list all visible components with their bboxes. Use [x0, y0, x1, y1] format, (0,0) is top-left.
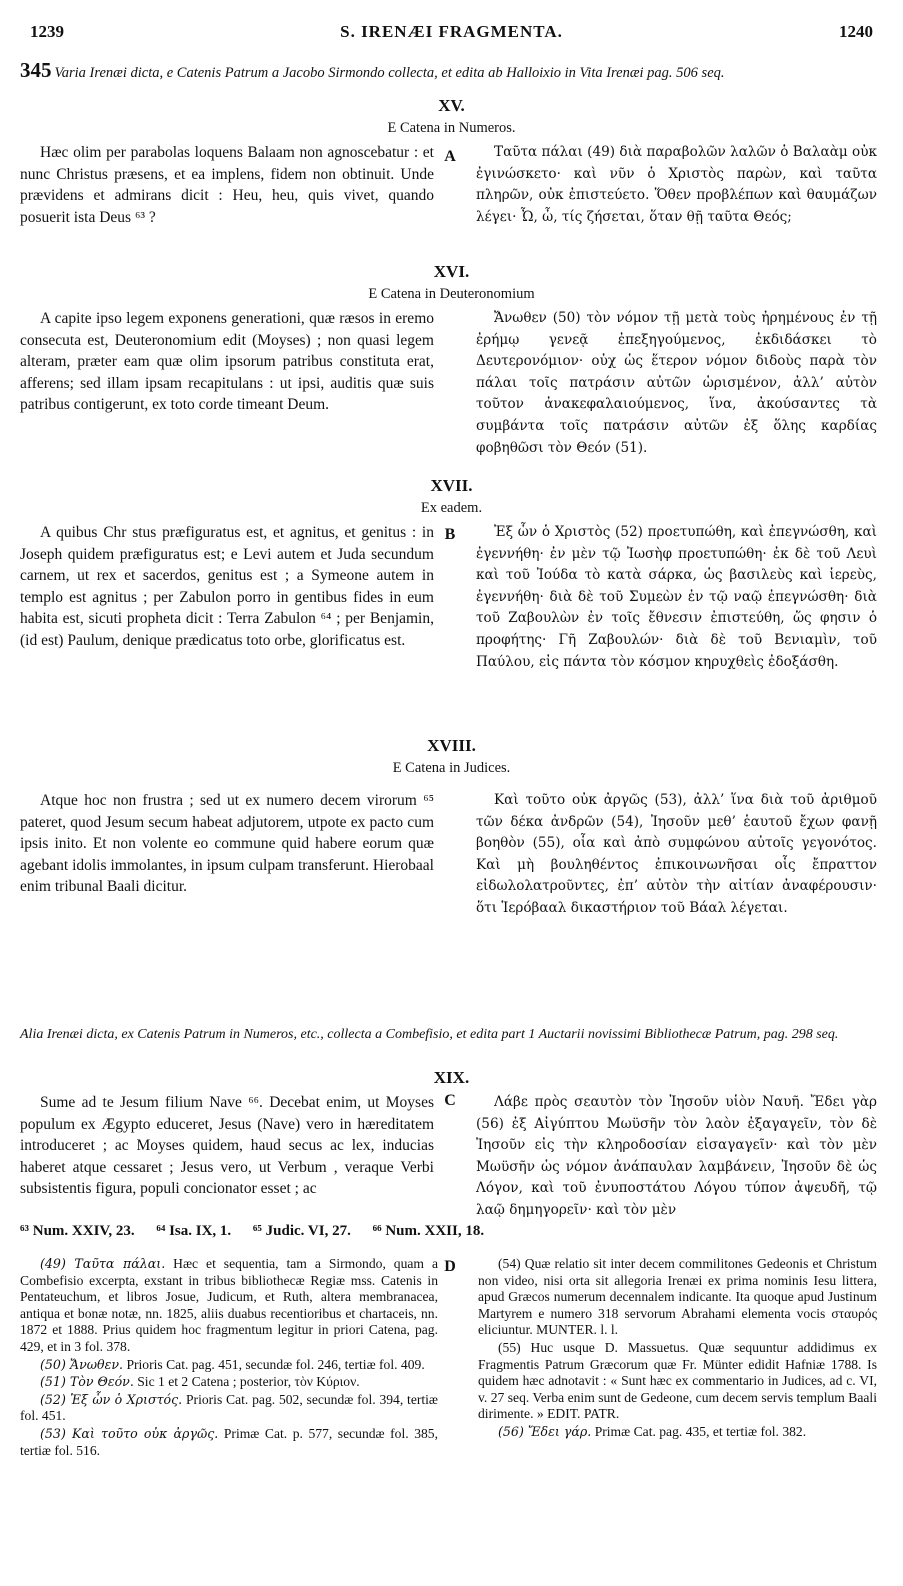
margin-marker-b: B — [444, 526, 456, 543]
note-52 — [20, 1392, 438, 1425]
latin-paragraph: A quibus Chr stus præfiguratus est, et agnitus, et genitus : in Joseph quidem præfiguratus est; e Levi autem et Juda secundum carnem, ut rex et sacerdos, genitus est ; a Symeone autem in templo est agnitus ; per Zabulon porro in gentibus fides in eum habita est, sicuti propheta dicit : Terra Zabulon ⁶⁴ ; per Benjamin, (id est) Paulum, denique prædicatus toto orbe, glorificatus est. — [20, 524, 434, 649]
note-text: Primæ Cat. pag. 435, et tertiæ fol. 382. — [594, 1423, 807, 1439]
note-lemma: (52) Ἐξ ὧν ὁ Χριστός. — [40, 1391, 183, 1407]
section-numeral-xvi: XVI. — [433, 262, 470, 281]
greek-paragraph: Ἄνωθεν (50) τὸν νόμον τῇ μετὰ τοὺς ἠρημένους ἐν τῇ ἐρήμῳ γενεᾷ ἐπεξηγούμενος, ἐκδιδάσκει τὸ Δευτερονόμιον· οὐχ ὡς ἕτερον νόμον διδοὺς παρὰ τὸν πάλαι τοῖς πατράσιν αὐτῶν ὡρισμένον, ἀλλ’ αὐτὸν τοῦτον ἀνακεφαλαιούμενος, ἵνα, ἀκούσαντες τὰ συμβάντα τοῖς πατράσιν αὐτῶν ἐξ ὅλης καρδίας φοβηθῶσι τὸν Θεόν (51). — [476, 310, 877, 456]
section-subtitle-xvii: Ex eadem. — [420, 500, 483, 516]
note-lemma: (49) Ταῦτα πάλαι. — [40, 1256, 166, 1271]
reference-63: ⁶³ Num. XXIV, 23. — [20, 1223, 135, 1239]
margin-number: 345 — [20, 58, 52, 82]
note-text: Hæc et sequentia, tam a Sirmondo, quam a Combefisio excerpta, exstant in tribus bibliothecæ Regiæ mss. Catenis in Pentateuchum, et libros Josue, Judicum, et Ruth, altera membranacea, antiqua et bonæ notæ, nn. 1825, aliis duabus recentioribus et chartaceis, nn. 1872 et 1888. Prius quidem hoc fragmentum legitur in priori Catena, pag. 429, et in 3 fol. 378. — [20, 1256, 438, 1354]
section-subtitle-xvi: E Catena in Deuteronomium — [368, 286, 535, 302]
section-numeral-xviii: XVIII. — [427, 736, 476, 755]
section-numeral-xvii: XVII. — [430, 476, 473, 495]
greek-text-xix — [476, 1092, 877, 1222]
intro-line — [20, 58, 879, 83]
note-54 — [478, 1256, 877, 1339]
section-subtitle-xviii: E Catena in Judices. — [392, 760, 511, 776]
left-page-number: 1239 — [30, 22, 64, 41]
note-lemma: (50) Ἄνωθεν. — [40, 1356, 124, 1372]
note-50 — [20, 1357, 438, 1374]
notes-right — [478, 1256, 877, 1442]
note-text: Prioris Cat. pag. 502, secundæ fol. 394, tertiæ fol. 451. — [20, 1391, 438, 1424]
greek-text-xvii — [476, 522, 877, 673]
note-56 — [478, 1424, 877, 1441]
greek-text-xvi — [476, 308, 877, 459]
note-53 — [20, 1426, 438, 1459]
latin-paragraph: Sume ad te Jesum filium Nave ⁶⁶. Decebat enim, ut Moyses populum ex Ægypto educeret, Jesus (Nave) vero in hæreditatem introduceret ; ac Moyses quidem, haud secus ac lex, inducias haberet atque cessaret ; Jesus vero, ut Verbum , veraque Verbi subsistentis figura, populi concionator esset ; ac — [20, 1094, 434, 1198]
latin-paragraph: Hæc olim per parabolas loquens Balaam non agnoscebatur : et nunc Christus præsens, et ea implens, fidem non obtinuit. Unde prævidens et admirans dicit : Heu, heu, quis vivet, quando posuerit ista Deus ⁶³ ? — [20, 144, 434, 226]
note-lemma: (51) Τὸν Θεόν. — [40, 1374, 134, 1390]
latin-text-xvi — [20, 308, 434, 416]
greek-text-xviii — [476, 790, 877, 920]
note-text: (55) Huc usque D. Massuetus. Quæ sequuntur addidimus ex Fragmentis Patrum Græcorum quæ Fr. Münter edidit Hafniæ 1788. Is quidem hæc adnotavit : « Sunt hæc ex commentario in Judices, ad c. VI, v. 27 seq. Verba enim sunt de Gedeone, cum decem servis templum Baali dirimente. » EDIT. PATR. — [478, 1339, 877, 1422]
right-page-number: 1240 — [839, 22, 873, 41]
latin-text-xviii — [20, 790, 434, 898]
running-title: S. IRENÆI FRAGMENTA. — [340, 22, 563, 41]
latin-paragraph: A capite ipso legem exponens generationi, quæ ræsos in eremo consecuta est, Deuteronomium edit (Moyses) ; non quasi legem alteram, præter eam quæ olim ipsorum patribus constituta erat, afferens; sed illam ipsam recapitulans : ut ipsi, auditis quæ suis patribus contigerunt, ex toto corde timeant Deum. — [20, 310, 434, 414]
latin-text-xvii — [20, 522, 434, 652]
greek-paragraph: Ταῦτα πάλαι (49) διὰ παραβολῶν λαλῶν ὁ Βαλαὰμ οὐκ ἐγινώσκετο· καὶ νῦν ὁ Χριστὸς παρὼν, καὶ ταῦτα πληρῶν, οὐκ ἐπιστεύετο. Ὅθεν προβλέπων καὶ θαυμάζων λέγει· Ὦ, ὦ, τίς ζήσεται, ὅταν θῇ ταῦτα Θεός; — [476, 144, 877, 225]
note-49 — [20, 1256, 438, 1356]
note-55 — [478, 1340, 877, 1423]
intro-text: Varia Irenæi dicta, e Catenis Patrum a Jacobo Sirmondo collecta, et edita ab Halloixio in Vita Irenæi pag. 506 seq. — [54, 65, 725, 81]
latin-text-xix — [20, 1092, 434, 1200]
note-51 — [20, 1374, 438, 1391]
combefis-note: Alia Irenæi dicta, ex Catenis Patrum in Numeros, etc., collecta a Combefisio, et edita part 1 Auctarii novissimi Bibliothecæ Patrum, pag. 298 seq. — [20, 1027, 839, 1042]
reference-64: ⁶⁴ Isa. IX, 1. — [156, 1223, 232, 1239]
note-text: Sic 1 et 2 Catena ; posterior, τὸν Κύριον. — [137, 1374, 360, 1390]
greek-text-xv — [476, 142, 877, 228]
section-numeral-xv: XV. — [438, 96, 465, 115]
greek-paragraph: Καὶ τοῦτο οὐκ ἀργῶς (53), ἀλλ’ ἵνα διὰ τοῦ ἀριθμοῦ τῶν δέκα ἀνδρῶν (54), Ἰησοῦν μεθ’ ἑαυτοῦ ἔχων φανῇ βοηθὸν (55), οἷα καὶ ἀπὸ συμφώνου αὐτοῖς γεγονότος. Καὶ μὴ βουληθέντος ἐπικοινωνῆσαι οἷς ἔπραττον εἰδωλολατροῦντες, ἐπ’ αὐτὸν τὴν αἰτίαν ἀναφέρουσιν· ὅτι Ἱερόβααλ δικαστήριον τοῦ Βάαλ λέγεται. — [476, 792, 877, 916]
section-numeral-xix: XIX. — [433, 1068, 470, 1087]
scripture-references — [20, 1223, 879, 1240]
note-text: (54) Quæ relatio sit inter decem commilitones Gedeonis et Christum non video, nisi orta sit allegoria Irenæi ex prima nominis Iesu littera, apud Græcos numerum decennalem indicante. Ita quoque apud Justinum Martyrem e numero 318 servorum Abrahami elementa vocis σταυρός eliciuntur. MUNTER. l. l. — [478, 1256, 877, 1338]
greek-paragraph: Λάβε πρὸς σεαυτὸν τὸν Ἰησοῦν υἱὸν Ναυῆ. Ἔδει γὰρ (56) ἐξ Αἰγύπτου Μωϋσῆν τὸν λαὸν ἐξαγαγεῖν, τὸν δὲ Ἰησοῦν εἰς τὴν κληροδοσίαν εἰσαγαγεῖν· καὶ τὸν μὲν Μωϋσῆν ὡς νόμον ἀνάπαυλαν λαμβάνειν, Ἰησοῦν δὲ ὡς Λόγον, καὶ τοῦ ἐνυποστάτου Λόγου τύπον ἀψευδῆ, τῷ λαῷ δημηγορεῖν· καὶ τὸν μὲν — [476, 1094, 877, 1218]
margin-marker-c: C — [444, 1092, 456, 1109]
margin-marker-a: A — [444, 148, 456, 165]
running-head — [30, 22, 873, 46]
note-lemma: (56) Ἔδει γάρ. — [498, 1423, 592, 1439]
margin-marker-d: D — [444, 1258, 456, 1275]
section-subtitle-xv: E Catena in Numeros. — [387, 120, 516, 136]
note-lemma: (53) Καὶ τοῦτο οὐκ ἀργῶς. — [40, 1425, 219, 1441]
notes-left — [20, 1256, 438, 1460]
note-text: Primæ Cat. p. 577, secundæ fol. 385, tertiæ fol. 516. — [20, 1425, 438, 1458]
greek-paragraph: Ἐξ ὧν ὁ Χριστὸς (52) προετυπώθη, καὶ ἐπεγνώσθη, καὶ ἐγεννήθη· ἐν μὲν τῷ Ἰωσὴφ προετυπώθη· ἐκ δὲ τοῦ Λευὶ καὶ τοῦ Ἰούδα τὸ κατὰ σάρκα, ὡς βασιλεὺς καὶ ἱερεὺς, ἐγεννήθη· διὰ δὲ τοῦ Συμεὼν ἐν τῷ ναῷ ἐπεγνώσθη· διὰ τοῦ Ζαβουλὼν ἐν τοῖς ἔθνεσιν ἐπιστεύθη, ὥς φησιν ὁ προφήτης· Γῆ Ζαβουλών· διὰ δὲ τοῦ Βενιαμὶν, τοῦ Παύλου, εἰς πάντα τὸν κόσμον κηρυχθεὶς ἐδοξάσθη. — [476, 524, 877, 670]
note-text: Prioris Cat. pag. 451, secundæ fol. 246, tertiæ fol. 409. — [126, 1356, 425, 1372]
latin-text-xv — [20, 142, 434, 228]
reference-65: ⁶⁵ Judic. VI, 27. — [252, 1223, 351, 1239]
latin-paragraph: Atque hoc non frustra ; sed ut ex numero decem virorum ⁶⁵ pateret, quod Jesum secum habeat adjutorem, utpote ex pacto cum ipsis inito. Et non volente eo commune quid habere eorum quæ agebant idolis immolantes, in ipsum culpam transferunt. Hierobaal enim tribunal Baali dicitur. — [20, 792, 434, 896]
reference-66: ⁶⁶ Num. XXII, 18. — [372, 1223, 485, 1239]
